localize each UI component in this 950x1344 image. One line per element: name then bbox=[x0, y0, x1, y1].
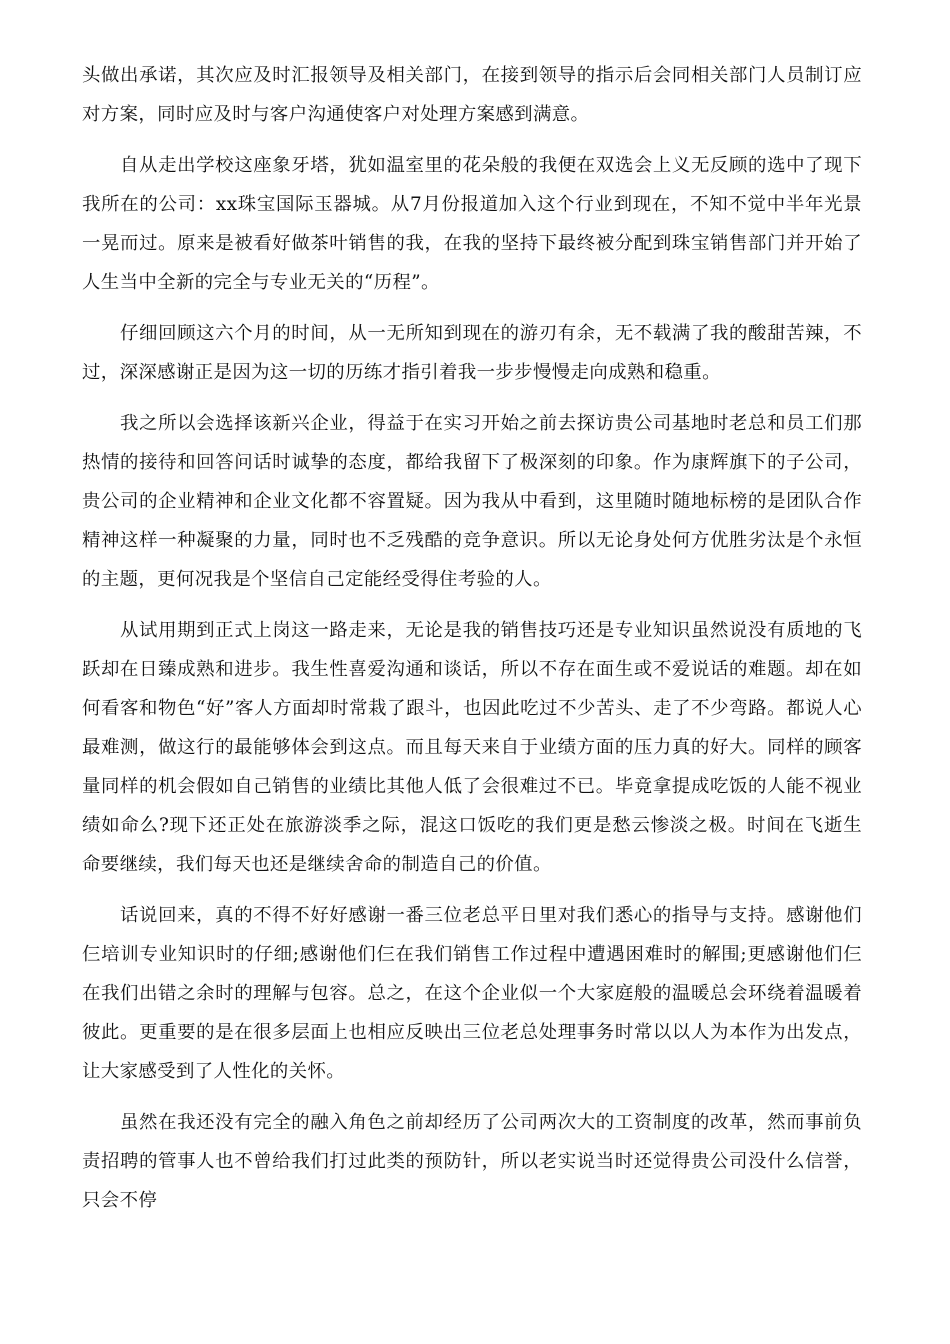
paragraph: 虽然在我还没有完全的融入角色之前却经历了公司两次大的工资制度的改革，然而事前负责招聘的管事人也不曾给我们打过此类的预防针，所以老实说当时还觉得贵公司没什么信誉，只会不停 bbox=[82, 1112, 862, 1211]
paragraph: 仔细回顾这六个月的时间，从一无所知到现在的游刃有余，无不载满了我的酸甜苦辣，不过，深深感谢正是因为这一切的历练才指引着我一步步慢慢走向成熟和稳重。 bbox=[82, 323, 862, 383]
paragraph: 话说回来，真的不得不好好感谢一番三位老总平日里对我们悉心的指导与支持。感谢他们仨培训专业知识时的仔细;感谢他们仨在我们销售工作过程中遭遇困难时的解围;更感谢他们仨在我们出错之余时的理解与包容。总之，在这个企业似一个大家庭般的温暖总会环绕着温暖着彼此。更重要的是在很多层面上也相应反映出三位老总处理事务时常以以人为本作为出发点，让大家感受到了人性化的关怀。 bbox=[82, 905, 862, 1082]
paragraph: 自从走出学校这座象牙塔，犹如温室里的花朵般的我便在双选会上义无反顾的选中了现下我所在的公司：xx珠宝国际玉器城。从7月份报道加入这个行业到现在，不知不觉中半年光景一晃而过。原来是被看好做茶叶销售的我，在我的坚持下最终被分配到珠宝销售部门并开始了人生当中全新的完全与专业无关的“历程”。 bbox=[82, 155, 862, 293]
document-body bbox=[82, 56, 862, 1232]
paragraph: 我之所以会选择该新兴企业，得益于在实习开始之前去探访贵公司基地时老总和员工们那热情的接待和回答问话时诚挚的态度，都给我留下了极深刻的印象。作为康辉旗下的子公司，贵公司的企业精神和企业文化都不容置疑。因为我从中看到，这里随时随地标榜的是团队合作精神这样一种凝聚的力量，同时也不乏残酷的竞争意识。所以无论身处何方优胜劣汰是个永恒的主题，更何况我是个坚信自己定能经受得住考验的人。 bbox=[82, 413, 862, 590]
paragraph: 从试用期到正式上岗这一路走来，无论是我的销售技巧还是专业知识虽然说没有质地的飞跃却在日臻成熟和进步。我生性喜爱沟通和谈话，所以不存在面生或不爱说话的难题。却在如何看客和物色“好”客人方面却时常栽了跟斗，也因此吃过不少苦头、走了不少弯路。都说人心最难测，做这行的最能够体会到这点。而且每天来自于业绩方面的压力真的好大。同样的顾客量同样的机会假如自己销售的业绩比其他人低了会很难过不已。毕竟拿提成吃饭的人能不视业绩如命么?现下还正处在旅游淡季之际，混这口饭吃的我们更是愁云惨淡之极。时间在飞逝生命要继续，我们每天也还是继续舍命的制造自己的价值。 bbox=[82, 620, 862, 875]
paragraph-continued: 头做出承诺，其次应及时汇报领导及相关部门，在接到领导的指示后会同相关部门人员制订应对方案，同时应及时与客户沟通使客户对处理方案感到满意。 bbox=[82, 65, 862, 125]
